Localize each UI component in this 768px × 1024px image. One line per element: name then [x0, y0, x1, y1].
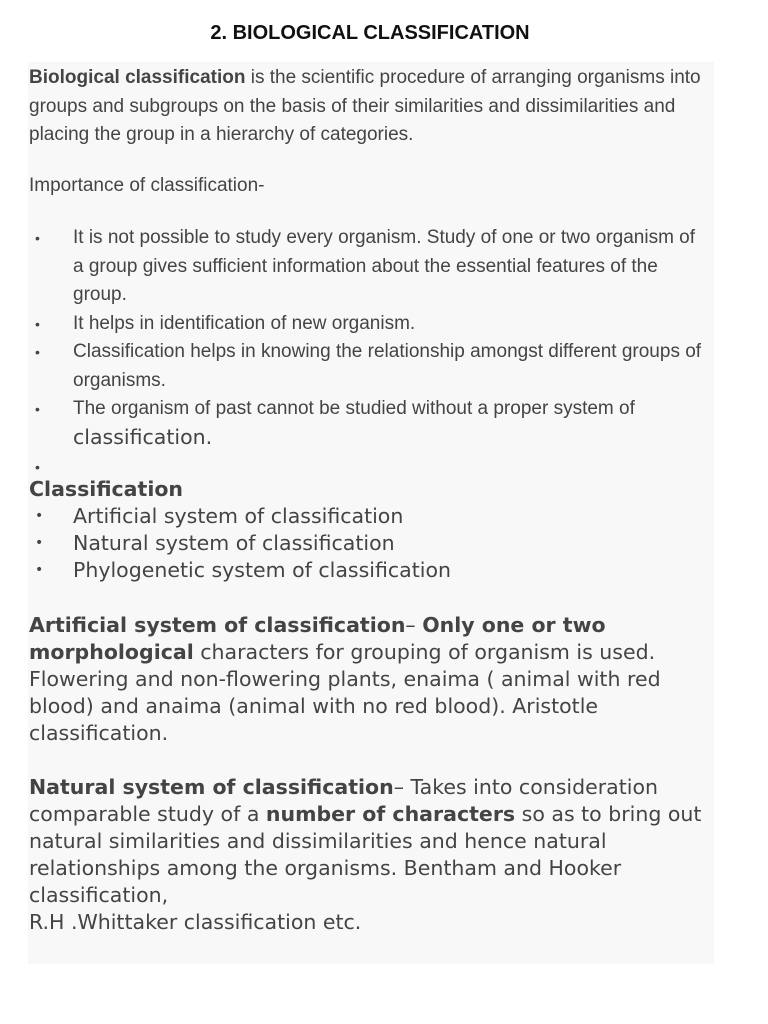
list-item: • Natural system of classification — [29, 530, 709, 557]
list-item: • It helps in identification of new organism. — [29, 310, 709, 339]
natural-emphasis: number of characters — [265, 802, 516, 826]
artificial-paragraph: Artificial system of classification– Only one or two morphological characters for grouping of organism is used. Flowering and non-flowering plants, enaima ( animal with red blood) and anaima (animal with no red blood). Aristotle classification. — [29, 613, 661, 745]
list-item: • Classification helps in knowing the relationship amongst different groups of organisms. — [29, 338, 709, 395]
classification-list — [29, 503, 709, 584]
intro-paragraph — [29, 64, 709, 150]
list-item: • The organism of past cannot be studied without a proper system of classification. — [29, 395, 709, 453]
list-item: • Phylogenetic system of classification — [29, 557, 709, 584]
list-item: • Artificial system of classification — [29, 503, 709, 530]
natural-term: Natural system of classification — [29, 775, 394, 799]
natural-paragraph: Natural system of classification– Takes into consideration comparable study of a number of characters so as to bring out natural similarities and dissimilarities and hence natural relationships among the organisms. Bentham and Hooker classification, R.H .Whittaker classification etc. — [29, 775, 702, 934]
importance-heading: Importance of classification- — [29, 175, 265, 196]
artificial-term: Artificial system of classification — [29, 613, 406, 637]
classification-heading: Classification — [29, 477, 184, 501]
importance-list — [29, 224, 709, 480]
intro-text: is the scientific procedure of arranging organisms into groups and subgroups on the basis of their similarities and dissimilarities and placing the group in a hierarchy of categories. — [29, 67, 701, 145]
intro-term: Biological classification — [29, 67, 246, 88]
artificial-emphasis: Only one or two morphological — [29, 613, 606, 664]
page-title: 2. BIOLOGICAL CLASSIFICATION — [210, 22, 530, 44]
list-item: • It is not possible to study every organism. Study of one or two organism of a group gives sufficient information about the essential features of the group. — [29, 224, 709, 310]
